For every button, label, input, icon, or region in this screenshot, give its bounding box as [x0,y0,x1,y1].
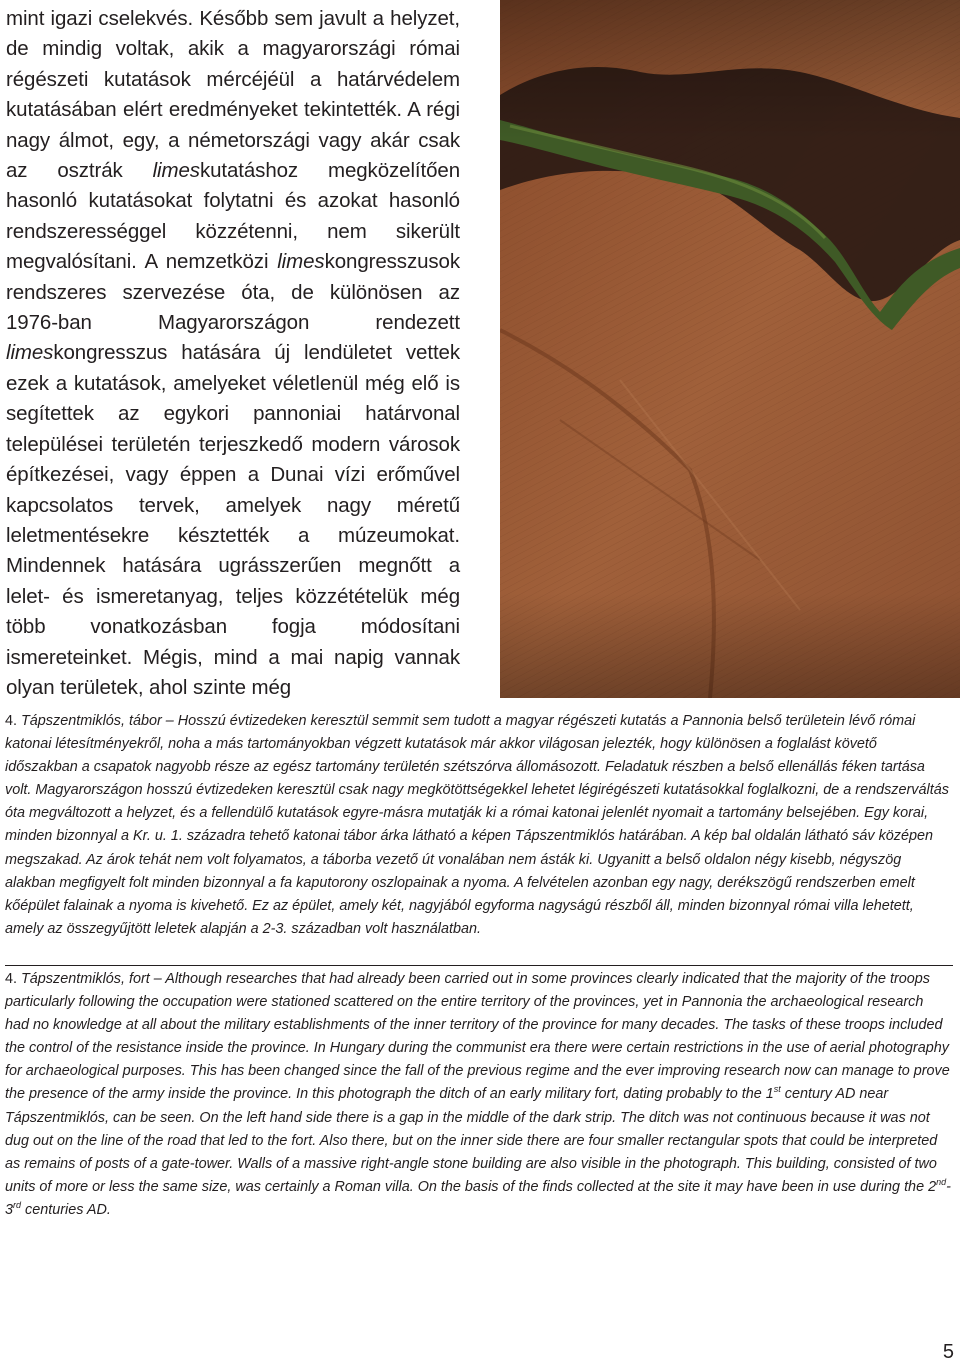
aerial-photo-image [500,0,960,698]
page-number: 5 [942,1341,954,1363]
caption-en-run: -3 [5,1178,951,1218]
body-text-run: kongresszus hatására új lendületet vettek ezek a kutatások, amelyeket véletlenül még elő is segítettek az egykori pannoniai határvonal települései területén terjeszkedő modern városok építkezései, vagy éppen a Dunai vízi erőművel kapcsolatos tervek, amelyek nagy méretű leletmentésekre késztették a múzeumokat. Mindennek hatására ugrásszerűen megnőtt a lelet- és ismeretanyag, teljes közzétételük még több vonatkozásban fogja módosítani ismereteinket. Mégis, mind a mai napig vannak olyan területek, ahol szinte még [6,341,460,699]
caption-hu-text [5,713,949,937]
italic-term: limes [277,250,325,274]
caption-en-run: Tápszentmiklós, fort – Although researches that had already been carried out in some provinces clearly indicated that the majority of the troops particularly following the occupation were stationed scattered on the entire territory of the provinces, yet in Pannonia the archaeological research had no knowledge at all about the military establishments of the inner territory of the province for many decades. The tasks of these troops included the control of the resistance inside the province. In Hungary during the communist era there were certain restrictions in the use of aerial photography for archaeological purposes. This has been changed since the fall of the previous regime and the ever improving research now can manage to prove the presence of the army inside the province. In this photograph the ditch of an early military fort, dating probably to the 1 [5,971,950,1103]
ordinal-superscript: nd [936,1177,947,1188]
aerial-photo [500,0,960,698]
ordinal-superscript: rd [13,1200,22,1211]
photo-vignette [500,0,960,698]
body-text-run: mint igazi cselekvés. Később sem javult a helyzet, de mindig voltak, akik a magyarországi római régészeti kutatások mércéjéül a határvédelem kutatásában elért eredményeket tekintették. A régi nagy álmot, egy, a németországi vagy akár csak az osztrák [6,7,460,183]
caption-english [5,968,951,1222]
figure-number-hu: 4. [5,713,18,729]
body-text-run: kutatáshoz megközelítően hasonló kutatásokat folytatni és azokat hasonló rendszerességgel közzétenni, nem sikerült megvalósítani. A nemzetközi [6,159,460,274]
caption-divider [5,965,953,966]
caption-en-run: centuries AD. [21,1201,111,1218]
body-text-run: kongresszusok rendszeres szervezése óta, de különösen az 1976-ban Magyarországon rendezett [6,250,460,335]
caption-hu-run: Tápszentmiklós, tábor – Hosszú évtizedeken keresztül semmit sem tudott a magyar régészeti kutatás a Pannonia belső területein lévő római katonai létesítményekről, noha a más tartományokban végzett kutatások már akkor világosan jelezték, hogy különösen a foglalást követő időszakban a csapatok nagyobb része az egész tartomány területén szétszórva állomásozott. Feladatuk részben a belső ellenállás féken tartása volt. Magyarországon hosszú évtizedeken keresztül csak nagy megkötöttségekkel lehetet légirégészeti kutatásokkal foglalkozni, de a rendszerváltás óta megváltozott a helyzet, és a fellendülő kutatások egyre-másra mutatják ki a római katonai jelenlét nyomait a tartomány belsejében. Egy korai, minden bizonnyal a Kr. u. 1. századra tehető katonai tábor árka látható a képen Tápszentmiklós határában. A kép bal oldalán látható sáv középen megszakad. Az árok tehát nem volt folyamatos, a táborba vezető út vonalában nem ásták ki. Ugyanitt a belső oldalon négy kisebb, négyszög alakban megfigyelt folt minden bizonnyal a fa kaputorony oszlopainak a nyoma. A felvételen azonban egy nagy, derékszögű rendszerben emelt kőépület falainak a nyoma is kivehető. Ez az épület, amely két, nagyjából egyforma nagyságú részből áll, minden bizonnyal római villa lehetett, amely az összegyűjtött leletek alapján a 2-3. században volt használatban. [5,713,949,937]
caption-en-run: century AD near Tápszentmiklós, can be seen. On the left hand side there is a gap in the middle of the dark strip. The ditch was not continuous because it was not dug out on the line of the road that led to the fort. Also there, but on the inner side there are four smaller rectangular spots that could be interpreted as remains of posts of a gate-tower. Walls of a massive right-angle stone building are also visible in the photograph. This building, consisted of two units of more or less the same size, was certainly a Roman villa. On the basis of the finds collected at the site it may have been in use during the 2 [5,1086,938,1195]
ordinal-superscript: st [773,1084,781,1095]
body-text [6,4,460,703]
figure-number-en: 4. [5,971,18,987]
italic-term: limes [152,159,200,183]
caption-hungarian [5,710,951,941]
body-paragraph [6,4,460,703]
italic-term: limes [6,341,54,365]
caption-en-text [5,971,951,1218]
